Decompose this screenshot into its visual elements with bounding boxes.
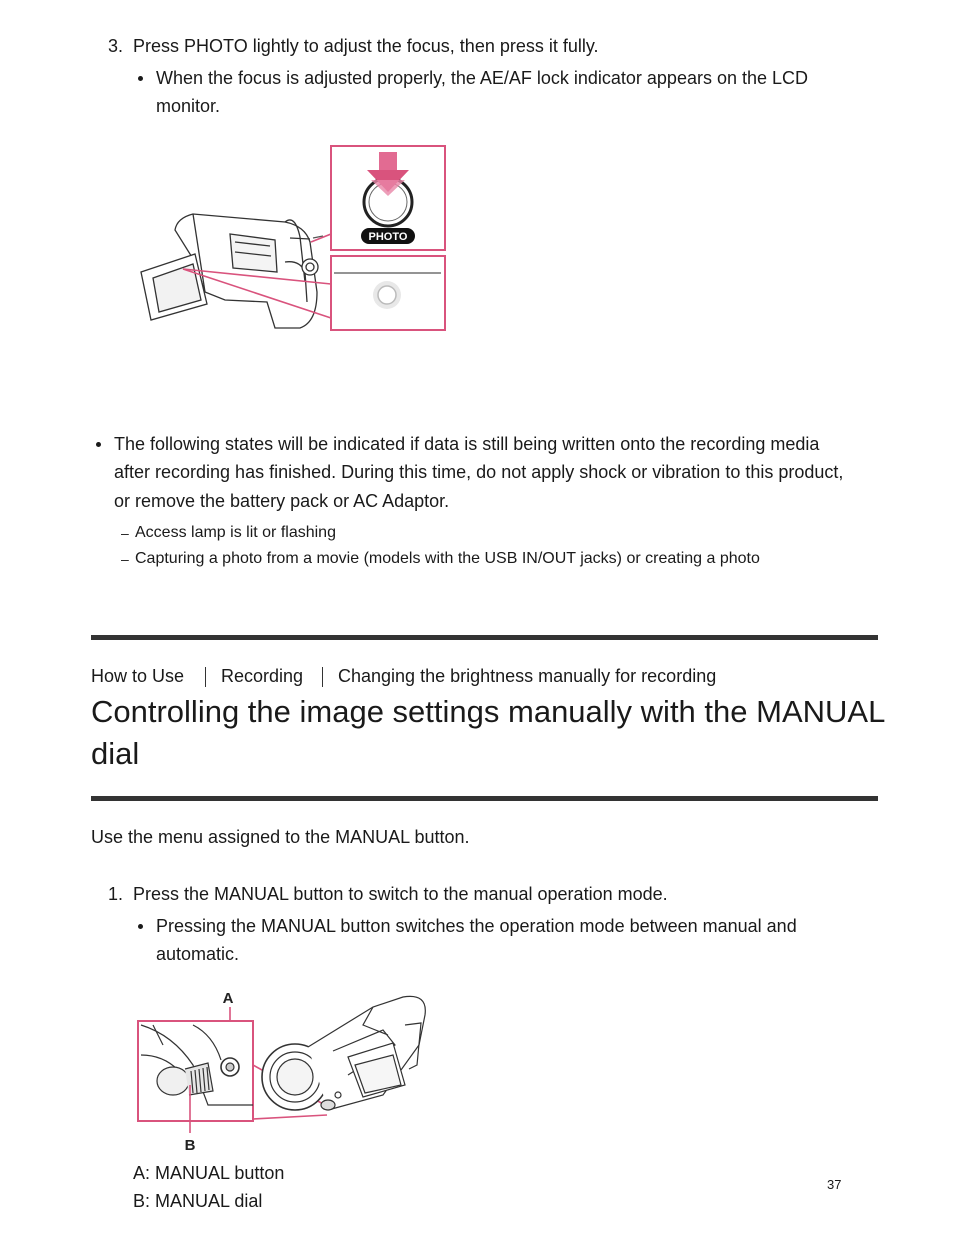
breadcrumb-item[interactable]: Recording bbox=[221, 666, 304, 686]
legend-item-a: A: MANUAL button bbox=[133, 1163, 285, 1183]
notice-line2: after recording has finished. During this time, do not apply shock or vibration to this product, bbox=[114, 462, 844, 482]
section-divider-bottom bbox=[91, 796, 878, 801]
section-intro: Use the menu assigned to the MANUAL button. bbox=[91, 827, 470, 847]
photo-button-figure bbox=[135, 142, 450, 337]
step-text: Press PHOTO lightly to adjust the focus, then press it fully. bbox=[133, 36, 599, 56]
manual-button-closeup bbox=[138, 1021, 253, 1121]
ae-af-indicator-callout bbox=[331, 256, 445, 330]
step-number: 1. bbox=[108, 884, 124, 904]
breadcrumb-separator bbox=[205, 667, 206, 687]
step-text: Press the MANUAL button to switch to the manual operation mode. bbox=[133, 884, 668, 904]
label-b: B bbox=[184, 1137, 196, 1153]
camcorder-front-illustration bbox=[262, 996, 425, 1110]
step-bullet-line2: monitor. bbox=[156, 96, 221, 116]
page-number: 37 bbox=[827, 1177, 842, 1192]
label-a: A bbox=[222, 990, 234, 1007]
legend-item-b: B: MANUAL dial bbox=[133, 1191, 263, 1211]
photo-label: PHOTO bbox=[368, 231, 408, 243]
manual-dial-figure bbox=[133, 985, 433, 1153]
breadcrumb-separator bbox=[322, 667, 323, 687]
notice-line1: The following states will be indicated if data is still being written onto the recording media bbox=[114, 430, 819, 458]
page-title-line2: dial bbox=[91, 736, 140, 771]
breadcrumb bbox=[91, 664, 891, 690]
step-bullet-line1: When the focus is adjusted properly, the AE/AF lock indicator appears on the LCD bbox=[156, 64, 808, 92]
step-number: 3. bbox=[108, 36, 124, 56]
ae-af-lock-indicator-icon bbox=[373, 281, 401, 309]
photo-button-callout bbox=[331, 146, 445, 250]
section-divider-top bbox=[91, 635, 878, 640]
notice-line3: or remove the battery pack or AC Adaptor. bbox=[114, 491, 450, 511]
notice-sub-item: – Capturing a photo from a movie (models with the USB IN/OUT jacks) or creating a photo bbox=[135, 549, 760, 569]
notice-sub-item: – Access lamp is lit or flashing bbox=[135, 523, 336, 543]
lcd-monitor-illustration bbox=[141, 254, 207, 320]
step-bullet-line1: Pressing the MANUAL button switches the operation mode between manual and bbox=[156, 912, 797, 940]
page-title-line1: Controlling the image settings manually with the MANUAL bbox=[91, 694, 886, 729]
breadcrumb-item[interactable]: Changing the brightness manually for recording bbox=[338, 666, 717, 686]
step-bullet-line2: automatic. bbox=[156, 944, 240, 964]
breadcrumb-item[interactable]: How to Use bbox=[91, 666, 185, 686]
